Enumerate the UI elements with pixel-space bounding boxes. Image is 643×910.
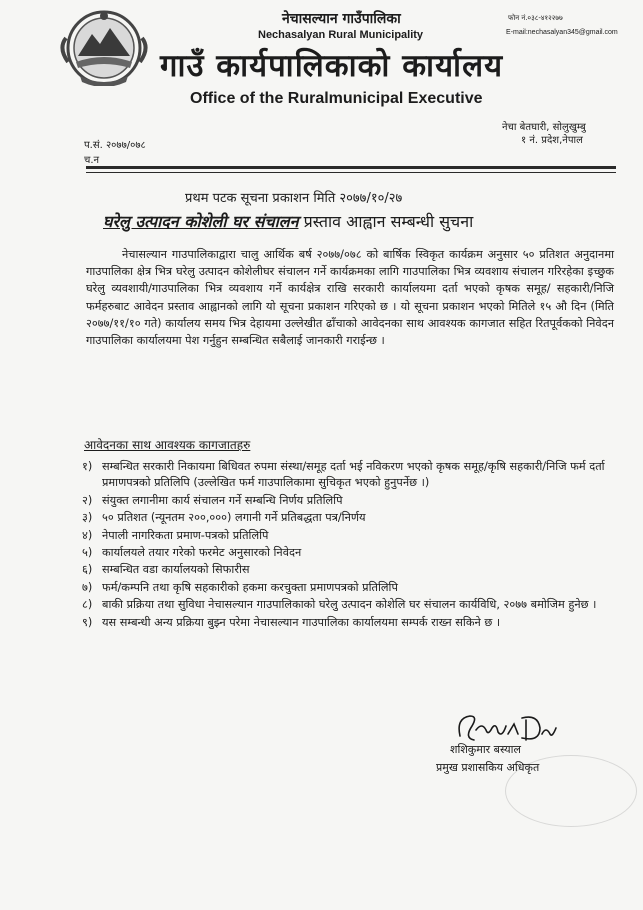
requirements-list [82, 459, 616, 632]
list-item [82, 459, 616, 492]
signatory-designation: प्रमुख प्रशासकिय अधिकृत [436, 761, 540, 774]
notice-title-highlight: घरेलु उत्पादन कोशेली घर संचालन [103, 212, 299, 231]
email-address: E-mail:nechasalyan345@gmail.com [506, 29, 618, 36]
item-number: ४) [82, 528, 93, 542]
office-title-english: Office of the Ruralmunicipal Executive [190, 90, 483, 107]
item-text: फर्म/कम्पनि तथा कृषि सहकारीको हकमा करचुक्ता प्रमाणपत्रको प्रतिलिपि [102, 580, 398, 594]
reference-number: प.सं. २०७७/०७८ [84, 140, 146, 151]
office-title-nepali: गाउँ कार्यपालिकाको कार्यालय [160, 48, 504, 84]
list-item [82, 510, 616, 526]
item-number: ८) [82, 598, 93, 612]
notice-body: नेचासल्यान गाउपालिकाद्वारा चालु आर्थिक बर्ष २०७७/०७८ को बार्षिक स्विकृत कार्यक्रम अनुसार ५० प्रतिशत अनुदानमा गाउपालिका क्षेत्र भित्र घरेलु उत्पादन कोशेलीघर संचालन गर्ने कार्यक्रमका लागि गाउपालिका भित्र व्यवशाय संचालन गरिरहेका इच्छुक घरेलु व्यवशायी/गाउपालिका भित्र व्यवशाय गर्ने कार्यक्षेत्र राखि सरकारी कार्यालयमा दर्ता भएको कृषक समूह/ सहकारी/निजि फर्महरुबाट आवेदन प्रस्ताव आह्वानको लागि यो सूचना प्रकाशन गरिएको छ । यो सूचना प्रकाशन भएको मितिले १५ औ दिन (मिति २०७७/११/१० गते) कार्यालय समय भित्र देहायमा उल्लेखीत ढाँचाको आवेदनका साथ आवश्यक कागजात सहित रितपूर्वकको निवेदन गाउपालिका कार्यालयमा पेश गर्नुहुन सम्बन्धित सबैलाई जानकारी गराईन्छ । [86, 248, 614, 348]
publication-date: प्रथम पटक सूचना प्रकाशन मिति २०७७/१०/२७ [185, 191, 403, 206]
item-text: बाकी प्रक्रिया तथा सुविधा नेचासल्यान गाउपालिकाको घरेलु उत्पादन कोशेलि घर संचालन कार्यविधि, २०७७ बमोजिम हुनेछ । [102, 598, 597, 612]
signatory-name: शशिकुमार बस्याल [450, 743, 521, 756]
item-number: ९) [82, 615, 93, 629]
phone-number: फोन नं.०३८-४१२२७७ [508, 14, 563, 22]
header-divider-thin [86, 172, 616, 173]
list-item [82, 597, 616, 613]
list-item [82, 615, 616, 631]
address-line-2: १ नं. प्रदेश,नेपाल [521, 135, 583, 146]
header-divider-thick [86, 166, 616, 169]
item-text: यस सम्बन्धी अन्य प्रक्रिया बुझ्न परेमा नेचासल्यान गाउपालिका कार्यालयमा सम्पर्क राख्न सकिने छ । [102, 615, 501, 629]
item-number: २) [82, 493, 93, 507]
item-text: नेपाली नागरिकता प्रमाण-पत्रको प्रतिलिपि [102, 528, 269, 542]
item-number: ५) [82, 546, 93, 560]
dispatch-number: च.न [84, 155, 100, 166]
list-item [82, 562, 616, 578]
list-item [82, 528, 616, 544]
item-text: ५० प्रतिशत (न्यूनतम २००,०००) लगानी गर्ने प्रतिबद्धता पत्र/निर्णय [102, 511, 366, 525]
list-item [82, 493, 616, 509]
item-text: कार्यालयले तयार गरेको फरमेट अनुसारको निवेदन [102, 546, 302, 560]
item-number: ७) [82, 580, 93, 594]
nepal-emblem-icon [58, 8, 150, 86]
requirements-heading: आवेदनका साथ आवश्यक कागजातहरु [84, 438, 251, 452]
address-line-1: नेचा बेतघारी, सोलुखुम्बु [502, 122, 586, 133]
list-item [82, 580, 616, 596]
item-text: सम्बन्धित वडा कार्यालयको सिफारीस [102, 563, 250, 577]
item-number: ३) [82, 511, 93, 525]
item-text: सम्बन्धित सरकारी निकायमा बिधिवत रुपमा संस्था/समूह दर्ता भई नविकरण भएको कृषक समूह/कृषि सहकारी/निजि फर्म दर्ता प्रमाणपत्रको प्रतिलिपि (उल्लेखित फर्म गाउपालिकामा सुचिकृत भएको हुनुपर्नेछ ।) [102, 460, 605, 490]
item-number: ६) [82, 563, 93, 577]
municipality-name-english: Nechasalyan Rural Municipality [258, 29, 424, 41]
item-text: संयुक्त लगानीमा कार्य संचालन गर्ने सम्बन्धि निर्णय प्रतिलिपि [102, 493, 343, 507]
notice-title-rest: प्रस्ताव आह्वान सम्बन्धी सुचना [298, 212, 474, 231]
municipality-name-nepali: नेचासल्यान गाउँपालिका [282, 11, 401, 27]
item-number: १) [82, 460, 93, 473]
notice-title [103, 210, 473, 232]
list-item [82, 545, 616, 561]
